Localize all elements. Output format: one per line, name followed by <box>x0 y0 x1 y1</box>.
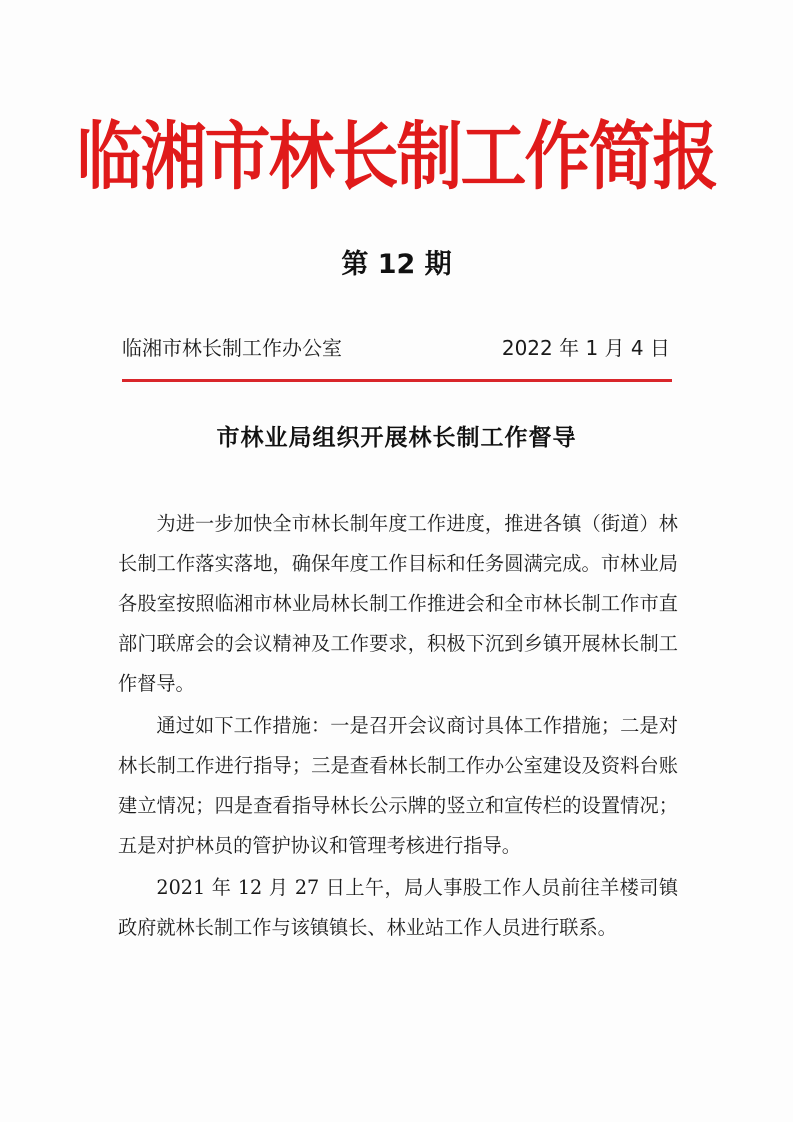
issuer-name: 临湘市林长制工作办公室 <box>122 336 342 360</box>
paragraph: 通过如下工作措施：一是召开会议商讨具体工作措施；二是对林长制工作进行指导；三是查看林长制工作办公室建设及资料台账建立情况；四是查看指导林长公示牌的竖立和宣传栏的设置情况；五是对护林员的管护协议和管理考核进行指导。 <box>118 714 678 857</box>
paragraph: 2021 年 12 月 27 日上午，局人事股工作人员前往羊楼司镇政府就林长制工作与该镇镇长、林业站工作人员进行联系。 <box>118 876 678 939</box>
article-body <box>118 504 678 950</box>
red-divider-rule <box>122 379 672 382</box>
article-title: 市林业局组织开展林长制工作督导 <box>216 425 577 451</box>
issue-date: 2022 年 1 月 4 日 <box>501 336 670 360</box>
paragraph: 为进一步加快全市林长制年度工作进度，推进各镇（街道）林长制工作落实落地，确保年度工作目标和任务圆满完成。市林业局各股室按照临湘市林业局林长制工作推进会和全市林长制工作市直部门联席会的会议精神及工作要求，积极下沉到乡镇开展林长制工作督导。 <box>118 512 678 695</box>
bulletin-masthead: 临湘市林长制工作简报 <box>76 112 717 200</box>
issuer-row <box>122 330 670 366</box>
issue-number: 第 12 期 <box>341 249 452 280</box>
